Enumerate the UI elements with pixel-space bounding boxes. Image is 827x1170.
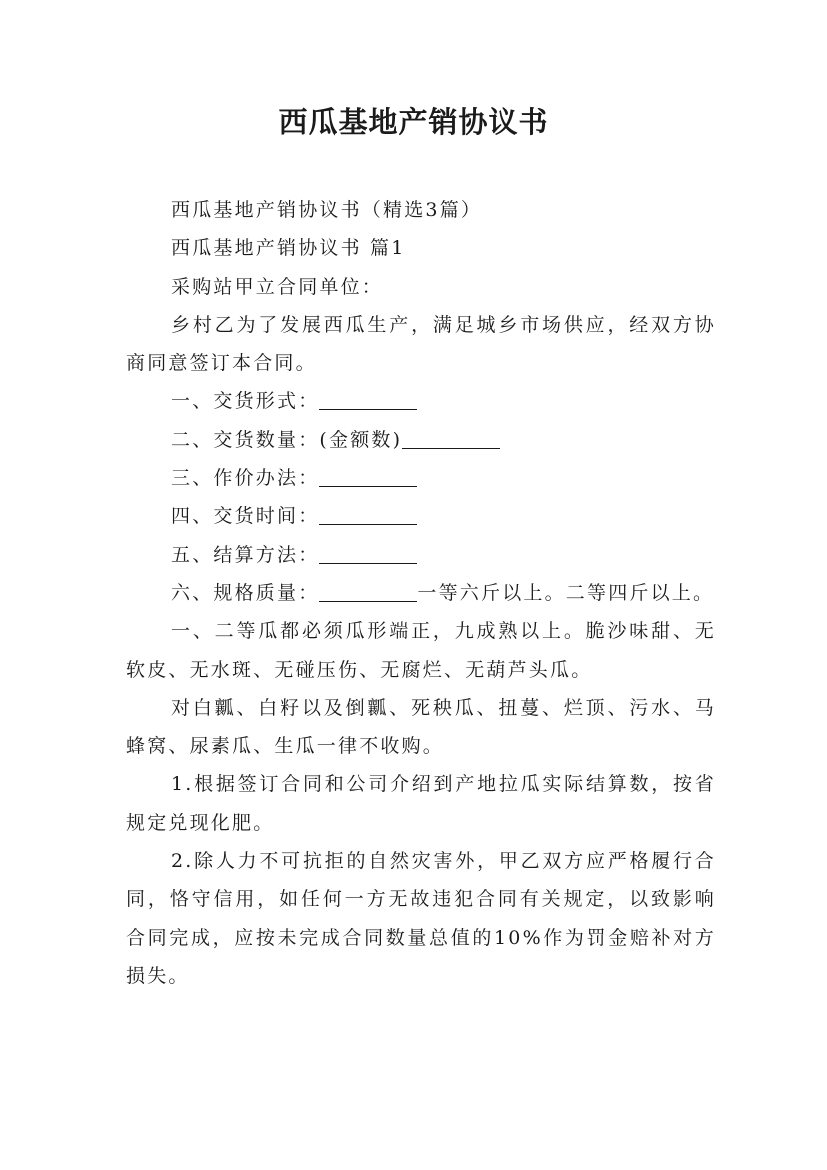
clause-delivery-quantity (126, 421, 716, 459)
paragraph-term-2: 2.除人力不可抗拒的自然灾害外，甲乙双方应严格履行合同，恪守信用，如任何一方无故违犯合同有关规定，以致影响合同完成，应按未完成合同数量总值的10%作为罚金赔补对方损失。 (126, 850, 716, 987)
clause-label: 二、交货数量：(金额数) (171, 428, 403, 451)
document-title: 西瓜基地产销协议书 (278, 105, 549, 139)
paragraph-grade-requirements: 一、二等瓜都必须瓜形端正，九成熟以上。脆沙味甜、无软皮、无水斑、无碰压伤、无腐烂、无葫芦头瓜。 (126, 620, 716, 681)
clause-settlement-method (126, 536, 716, 574)
paragraph-term-1: 1.根据签订合同和公司介绍到产地拉瓜实际结算数，按省规定兑现化肥。 (126, 773, 716, 834)
clause-label: 一、交货形式： (171, 390, 320, 413)
clause-text: 一等六斤以上。二等四斤以上。 (417, 581, 715, 604)
paragraph-party-a: 采购站甲立合同单位： (171, 275, 384, 298)
document-body (126, 191, 716, 995)
clause-label: 五、结算方法： (171, 543, 320, 566)
paragraph-section-heading: 西瓜基地产销协议书 篇1 (171, 237, 406, 260)
fill-in-blank (319, 577, 417, 602)
fill-in-blank (319, 500, 417, 525)
fill-in-blank (319, 539, 417, 564)
clause-delivery-time (126, 497, 716, 535)
clause-label: 三、作价办法： (171, 467, 320, 490)
clause-label: 四、交货时间： (171, 505, 320, 528)
clause-pricing-method (126, 459, 716, 497)
fill-in-blank (402, 424, 500, 449)
paragraph-rejection-rules: 对白瓤、白籽以及倒瓤、死秧瓜、扭蔓、烂顶、污水、马蜂窝、尿素瓜、生瓜一律不收购。 (126, 696, 716, 758)
paragraph-party-b: 乡村乙为了发展西瓜生产，满足城乡市场供应，经双方协商同意签订本合同。 (126, 313, 716, 375)
clause-specification-quality (126, 574, 716, 612)
clause-delivery-form (126, 382, 716, 420)
fill-in-blank (319, 462, 417, 487)
fill-in-blank (319, 385, 417, 410)
clause-label: 六、规格质量： (171, 581, 320, 604)
paragraph-subtitle: 西瓜基地产销协议书（精选3篇） (171, 199, 483, 221)
